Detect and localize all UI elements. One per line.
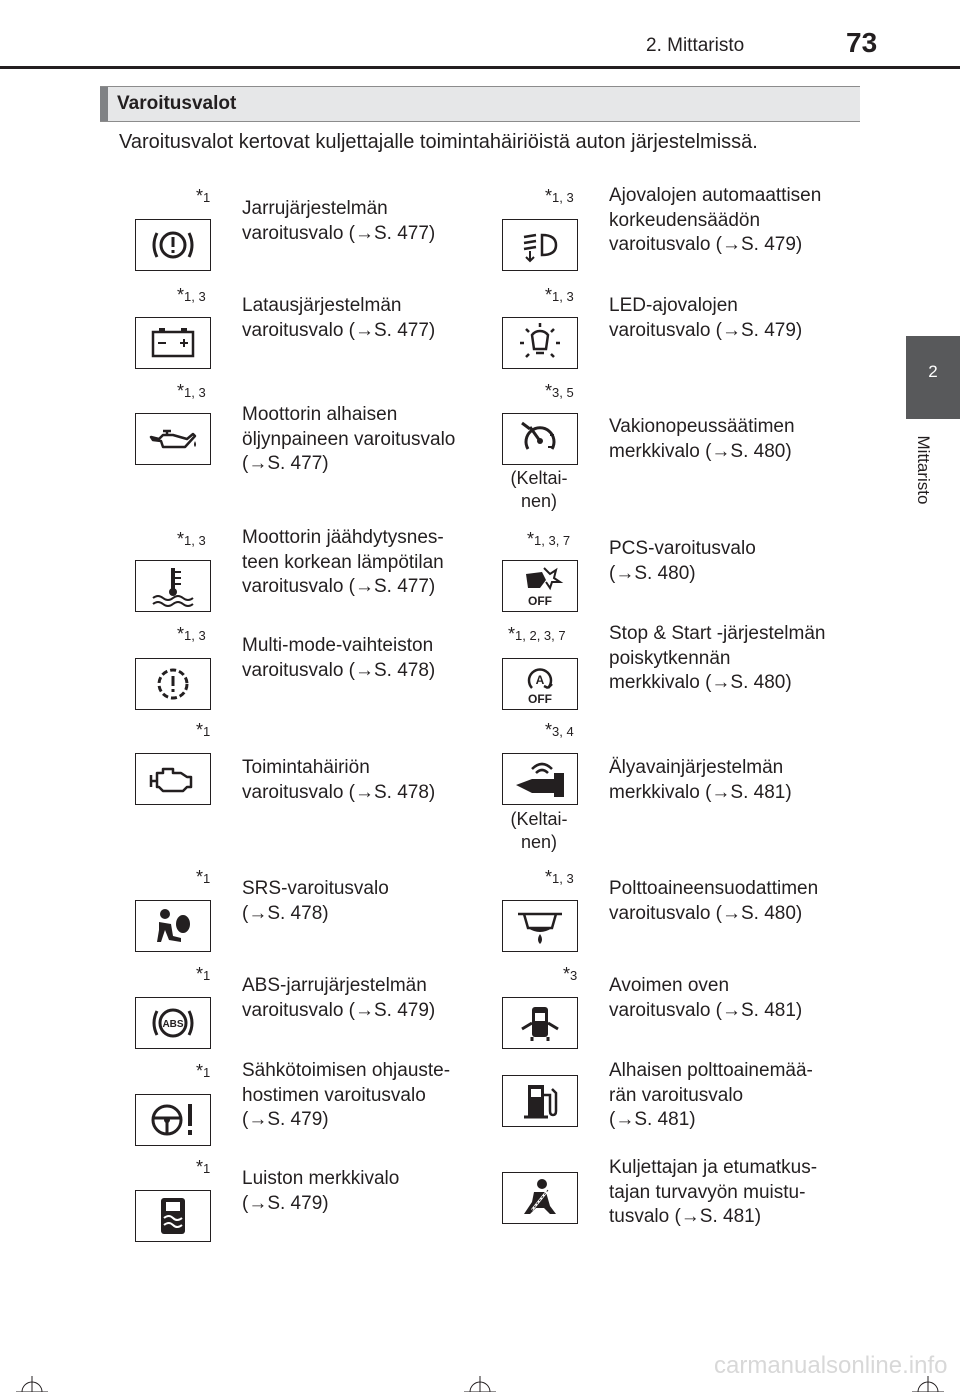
item-description: Alhaisen polttoainemää- rän varoitusvalo (→S. 481) [609,1060,813,1130]
footnote-ref: *1, 3 [545,867,574,887]
footnote-ref: *1, 2, 3, 7 [508,624,566,644]
item-description: SRS-varoitusvalo (→S. 478) [242,878,389,924]
headlight-leveling-icon [502,219,578,271]
skid-indicator-icon [135,1190,211,1242]
svg-text:A: A [535,673,545,687]
footnote-ref: *1 [196,964,211,984]
watermark: carmanualsonline.info [714,1352,948,1379]
section-heading [100,86,860,122]
item-description: Sähkötoimisen ohjauste- hostimen varoitusvalo (→S. 479) [242,1060,451,1130]
transmission-warning-icon [135,658,211,710]
item-description: LED-ajovalojen varoitusvalo (→S. 479) [609,295,803,341]
section-intro: Varoitusvalot kertovat kuljettajalle toimintahäiriöistä auton järjestelmissä. [119,131,758,153]
oil-pressure-icon [135,413,211,465]
brake-warning-icon [135,219,211,271]
svg-text:OFF: OFF [528,594,552,608]
item-description: Älyavainjärjestelmän merkkivalo (→S. 481) [609,757,792,803]
item-description: Avoimen oven varoitusvalo (→S. 481) [609,975,803,1021]
section-title: Varoitusvalot [117,93,237,114]
item-description: Toimintahäiriön varoitusvalo (→S. 478) [242,757,436,803]
footnote-ref: *1 [196,867,211,887]
power-steering-icon [135,1094,211,1146]
item-description: Kuljettajan ja etumatkus- tajan turvavyön muistu- tusvalo (→S. 481) [609,1157,818,1227]
stop-start-off-icon [502,658,578,710]
footnote-ref: *1, 3 [177,624,206,644]
chapter-title: 2. Mittaristo [646,35,745,56]
pcs-off-icon [502,560,578,612]
item-description: ABS-jarrujärjestelmän varoitusvalo (→S. 479) [242,975,436,1021]
item-description: PCS-varoitusvalo (→S. 480) [609,538,756,584]
chapter-tab: 2 [906,336,960,419]
item-description: Latausjärjestelmän varoitusvalo (→S. 477) [242,295,436,341]
footnote-ref: *1 [196,1157,211,1177]
smart-key-icon [502,753,578,805]
header-rule [0,66,960,69]
footnote-ref: *1 [196,720,211,740]
item-description: Vakionopeussäätimen merkkivalo (→S. 480) [609,416,795,462]
item-description: Ajovalojen automaattisen korkeudensäädön varoitusvalo (→S. 479) [609,185,822,255]
item-description: Moottorin alhaisen öljynpaineen varoitusvalo (→S. 477) [242,404,456,474]
footnote-ref: *1, 3 [545,285,574,305]
airbag-srs-icon [135,900,211,952]
led-headlight-icon [502,317,578,369]
footnote-ref: *1 [196,186,211,206]
footnote-ref: *1, 3 [545,186,574,206]
section-accent [100,87,108,121]
abs-icon [135,997,211,1049]
coolant-temperature-icon [135,560,211,612]
seatbelt-reminder-icon [502,1172,578,1224]
icon-caption: (Keltai- nen) [510,468,568,511]
crop-mark [14,1372,50,1392]
footnote-ref: *1, 3 [177,381,206,401]
footnote-ref: *1, 3 [177,285,206,305]
low-fuel-icon [502,1075,578,1127]
item-description: Stop & Start -järjestelmän poiskytkennän merkkivalo (→S. 480) [609,623,826,693]
item-description: Moottorin jäähdytysnes- teen korkean lämpötilan varoitusvalo (→S. 477) [242,527,444,597]
footnote-ref: *3 [563,964,578,984]
footnote-ref: *1, 3, 7 [527,529,571,549]
footnote-ref: *3, 4 [545,720,574,740]
item-description: Multi-mode-vaihteiston varoitusvalo (→S. 478) [242,635,436,681]
footnote-ref: *3, 5 [545,381,574,401]
item-description: Luiston merkkivalo (→S. 479) [242,1168,400,1214]
crop-mark [462,1372,498,1392]
icon-caption: (Keltai- nen) [510,809,568,852]
cruise-control-icon [502,413,578,465]
footnote-ref: *1 [196,1061,211,1081]
item-description: Jarrujärjestelmän varoitusvalo (→S. 477) [242,198,436,244]
page-number: 73 [846,27,878,58]
door-open-icon [502,997,578,1049]
footnote-ref: *1, 3 [177,529,206,549]
fuel-filter-icon [502,900,578,952]
svg-text:ABS: ABS [162,1019,184,1030]
battery-icon [135,317,211,369]
item-description: Polttoaineensuodattimen varoitusvalo (→S. 480) [609,878,819,924]
check-engine-icon [135,753,211,805]
chapter-tab-label: Mittaristo [914,435,933,505]
svg-text:OFF: OFF [528,692,552,706]
